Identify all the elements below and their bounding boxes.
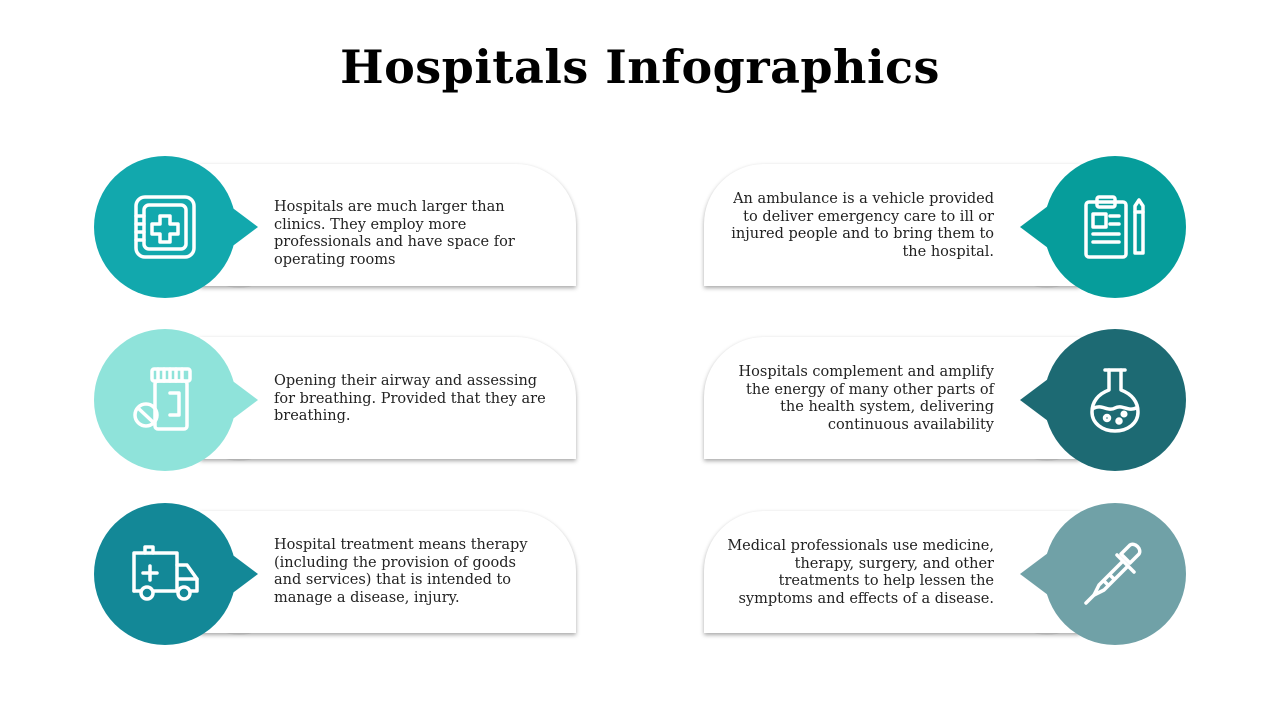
info-text: Opening their airway and assessing for breathing. Provided that they are breathing. xyxy=(274,373,546,424)
info-item-medical-professionals xyxy=(694,503,1186,645)
circle-pointer xyxy=(1020,206,1048,248)
info-text: An ambulance is a vehicle provided to deliver emergency care to ill or injured people and to bring them to the hospital. xyxy=(731,191,994,260)
info-text: Hospital treatment means therapy (including the provision of goods and services) that is intended to manage a disease, injury. xyxy=(274,537,528,606)
info-item-airway xyxy=(94,329,586,471)
info-item-health-system xyxy=(694,329,1186,471)
circle-pointer xyxy=(230,553,258,595)
hospital-cross-icon xyxy=(130,192,200,262)
page-title: Hospitals Infographics xyxy=(340,40,940,94)
circle-pointer xyxy=(230,379,258,421)
ambulance-icon xyxy=(130,539,200,609)
info-text: Hospitals complement and amplify the energy of many other parts of the health system, delivering continuous availability xyxy=(738,364,994,433)
circle-pointer xyxy=(1020,553,1048,595)
circle-pointer xyxy=(1020,379,1048,421)
info-item-treatment xyxy=(94,503,586,645)
info-item-ambulance-definition xyxy=(694,156,1186,298)
info-text: Medical professionals use medicine, therapy, surgery, and other treatments to help lessen the symptoms and effects of a disease. xyxy=(727,538,994,607)
flask-icon xyxy=(1080,365,1150,435)
info-text: Hospitals are much larger than clinics. They employ more professionals and have space for operating rooms xyxy=(274,199,515,268)
clipboard-pencil-icon xyxy=(1080,192,1150,262)
dropper-icon xyxy=(1080,539,1150,609)
info-item-hospital xyxy=(94,156,586,298)
pill-bottle-icon xyxy=(130,365,200,435)
circle-pointer xyxy=(230,206,258,248)
